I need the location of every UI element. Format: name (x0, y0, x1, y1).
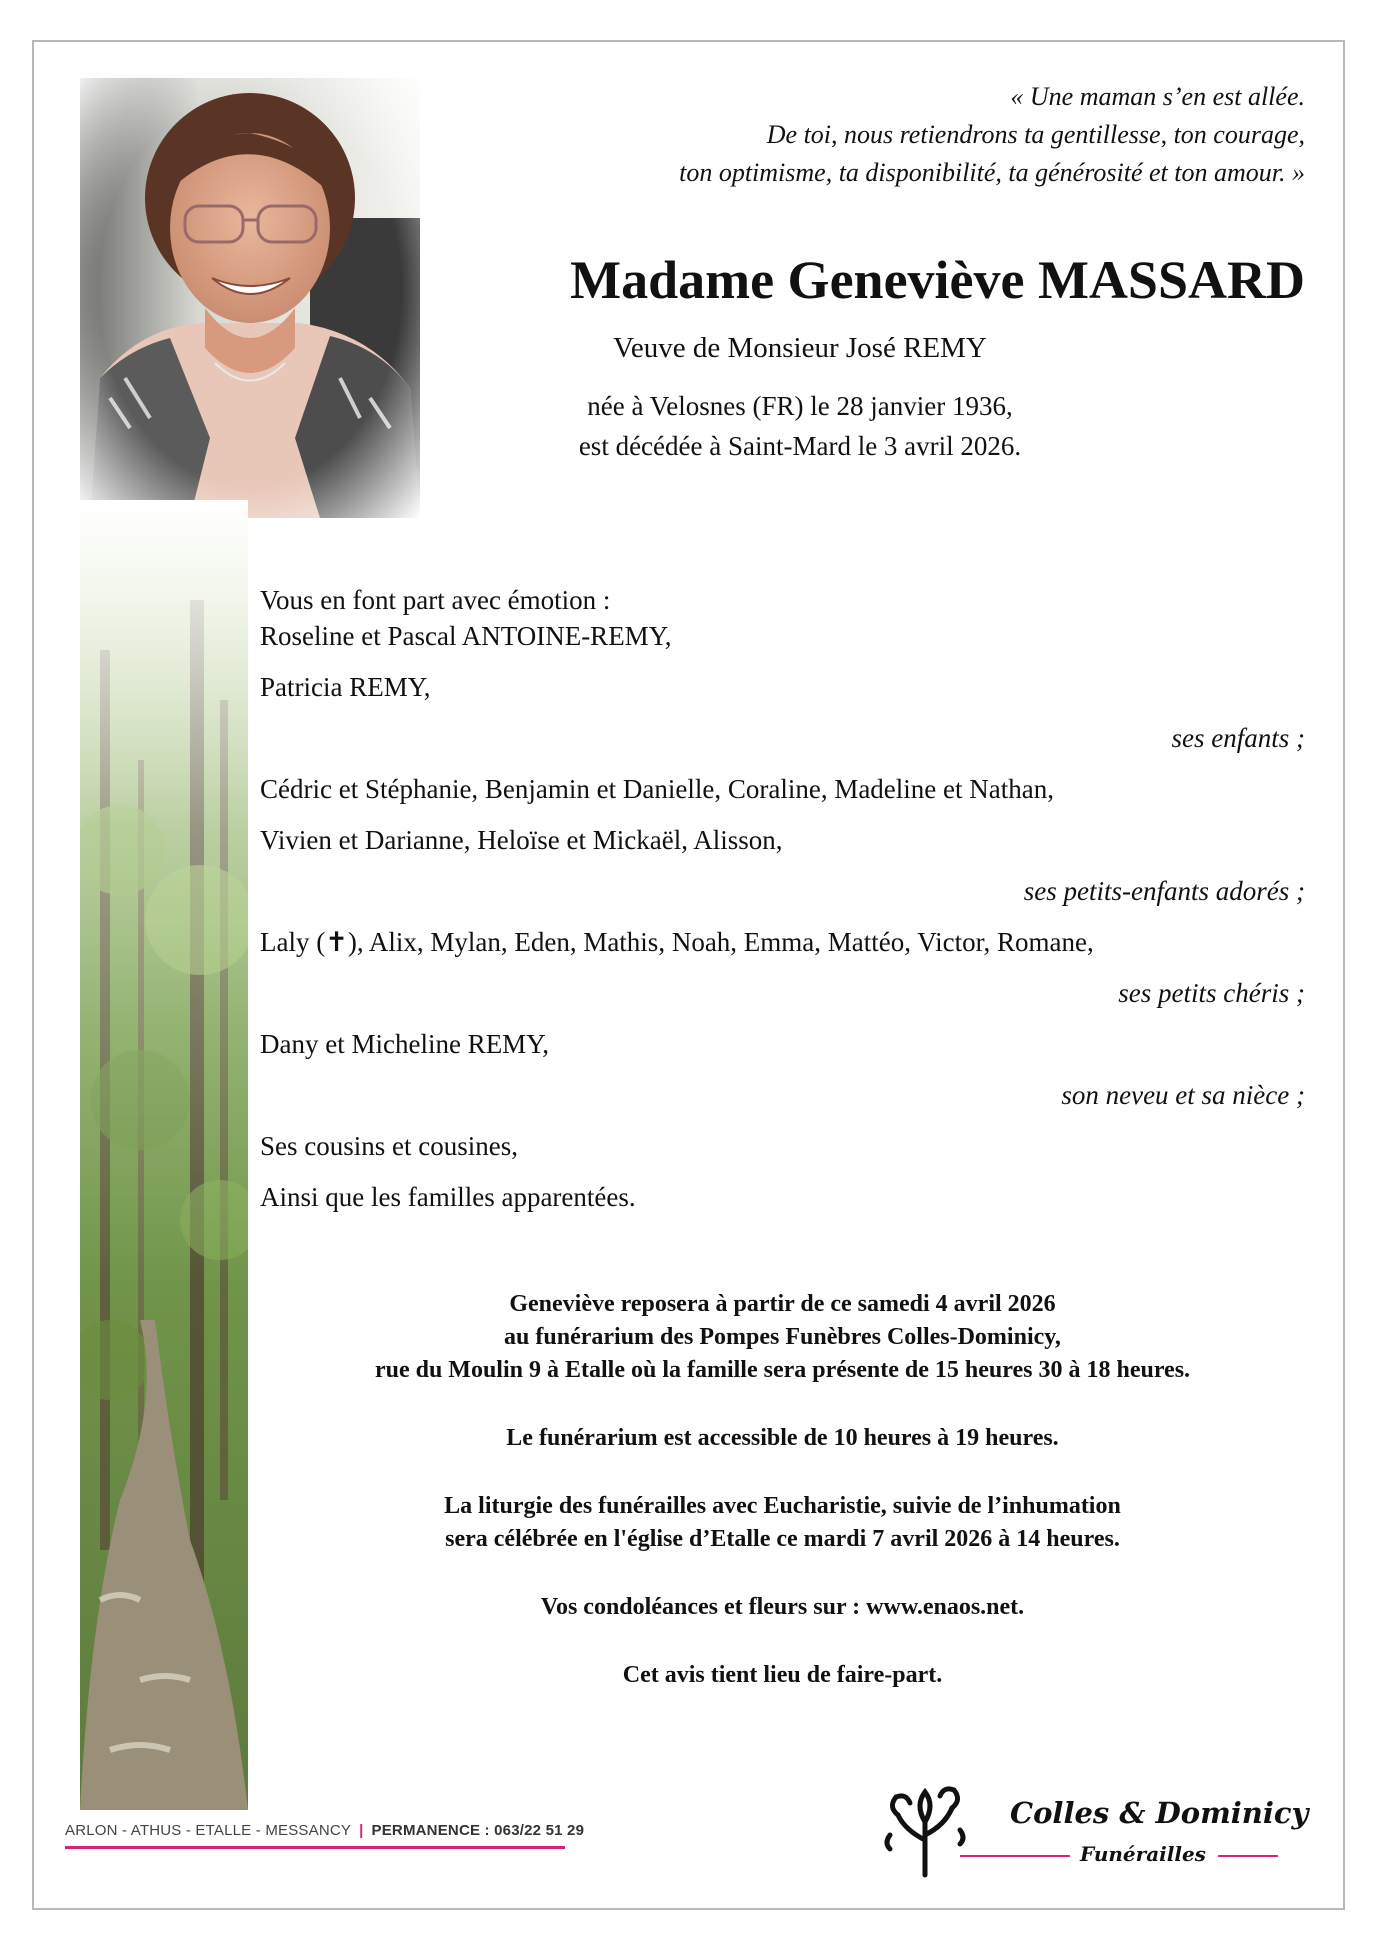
details-line: rue du Moulin 9 à Etalle où la famille sera présente de 15 heures 30 à 18 heures. (374, 1357, 1191, 1383)
quote-line: ton optimisme, ta disponibilité, ta générosité et ton amour. » (679, 158, 1305, 187)
access-paragraph (260, 1422, 1305, 1455)
children-line: Patricia REMY, (260, 672, 431, 702)
footer-contact (65, 1822, 584, 1839)
cousins-line: Ses cousins et cousines, (260, 1131, 518, 1161)
memorial-quote (445, 78, 1305, 192)
details-line: au funérarium des Pompes Funèbres Colles-Dominicy, (504, 1324, 1061, 1350)
rest-paragraph (260, 1288, 1305, 1387)
notice-line: Cet avis tient lieu de faire-part. (622, 1662, 943, 1688)
details-line: sera célébrée en l'église d’Etalle ce mardi 7 avril 2026 à 14 heures. (445, 1526, 1120, 1552)
relation-label: son neveu et sa nièce ; (1061, 1080, 1305, 1110)
children-line: Roseline et Pascal ANTOINE-REMY, (260, 621, 672, 651)
footer-separator: | (359, 1822, 364, 1839)
footer-locations: ARLON - ATHUS - ETALLE - MESSANCY (65, 1822, 352, 1839)
widow-of: Veuve de Monsieur José REMY (613, 332, 987, 364)
portrait-photo (80, 78, 420, 518)
details-line: La liturgie des funérailles avec Eucharistie, suivie de l’inhumation (444, 1493, 1121, 1519)
notice-paragraph (260, 1659, 1305, 1692)
footer-permanence: PERMANENCE : 063/22 51 29 (371, 1822, 585, 1839)
grandchildren-line: Vivien et Darianne, Heloïse et Mickaël, Alisson, (260, 825, 783, 855)
logo-name: Colles & Dominicy (1010, 1796, 1309, 1830)
grandchildren-line: Cédric et Stéphanie, Benjamin et Danielle, Coraline, Madeline et Nathan, (260, 774, 1054, 804)
nephew-niece-line: Dany et Micheline REMY, (260, 1029, 549, 1059)
birth-death-dates (500, 386, 1100, 466)
relation-label: ses petits chéris ; (1118, 978, 1305, 1008)
quote-line: De toi, nous retiendrons ta gentillesse, ton courage, (766, 120, 1305, 149)
family-intro: Vous en font part avec émotion : (260, 585, 611, 615)
relation-label: ses enfants ; (1171, 723, 1305, 753)
great-grandchildren-line: Laly (✝), Alix, Mylan, Eden, Mathis, Noah, Emma, Mattéo, Victor, Romane, (260, 927, 1094, 957)
condolences-line: Vos condoléances et fleurs sur : www.enaos.net. (540, 1594, 1025, 1620)
condolences-paragraph (260, 1591, 1305, 1624)
logo-subtitle: Funérailles (1080, 1842, 1206, 1866)
liturgy-paragraph (260, 1490, 1305, 1556)
footer-accent-line (65, 1846, 565, 1849)
birth-line: née à Velosnes (FR) le 28 janvier 1936, (587, 391, 1013, 421)
logo-accent-line (1218, 1855, 1278, 1857)
relatives-line: Ainsi que les familles apparentées. (260, 1182, 636, 1212)
family-list (260, 582, 1305, 1230)
forest-path-image (80, 500, 248, 1810)
relation-label: ses petits-enfants adorés ; (1023, 876, 1305, 906)
logo-accent-line (960, 1855, 1070, 1857)
quote-line: « Une maman s’en est allée. (1010, 82, 1305, 111)
deceased-name: Madame Geneviève MASSARD (570, 250, 1305, 310)
details-line: Le funérarium est accessible de 10 heures à 19 heures. (506, 1425, 1059, 1451)
funeral-details (260, 1288, 1305, 1727)
death-line: est décédée à Saint-Mard le 3 avril 2026. (578, 431, 1022, 461)
details-line: Geneviève reposera à partir de ce samedi 4 avril 2026 (509, 1291, 1056, 1317)
